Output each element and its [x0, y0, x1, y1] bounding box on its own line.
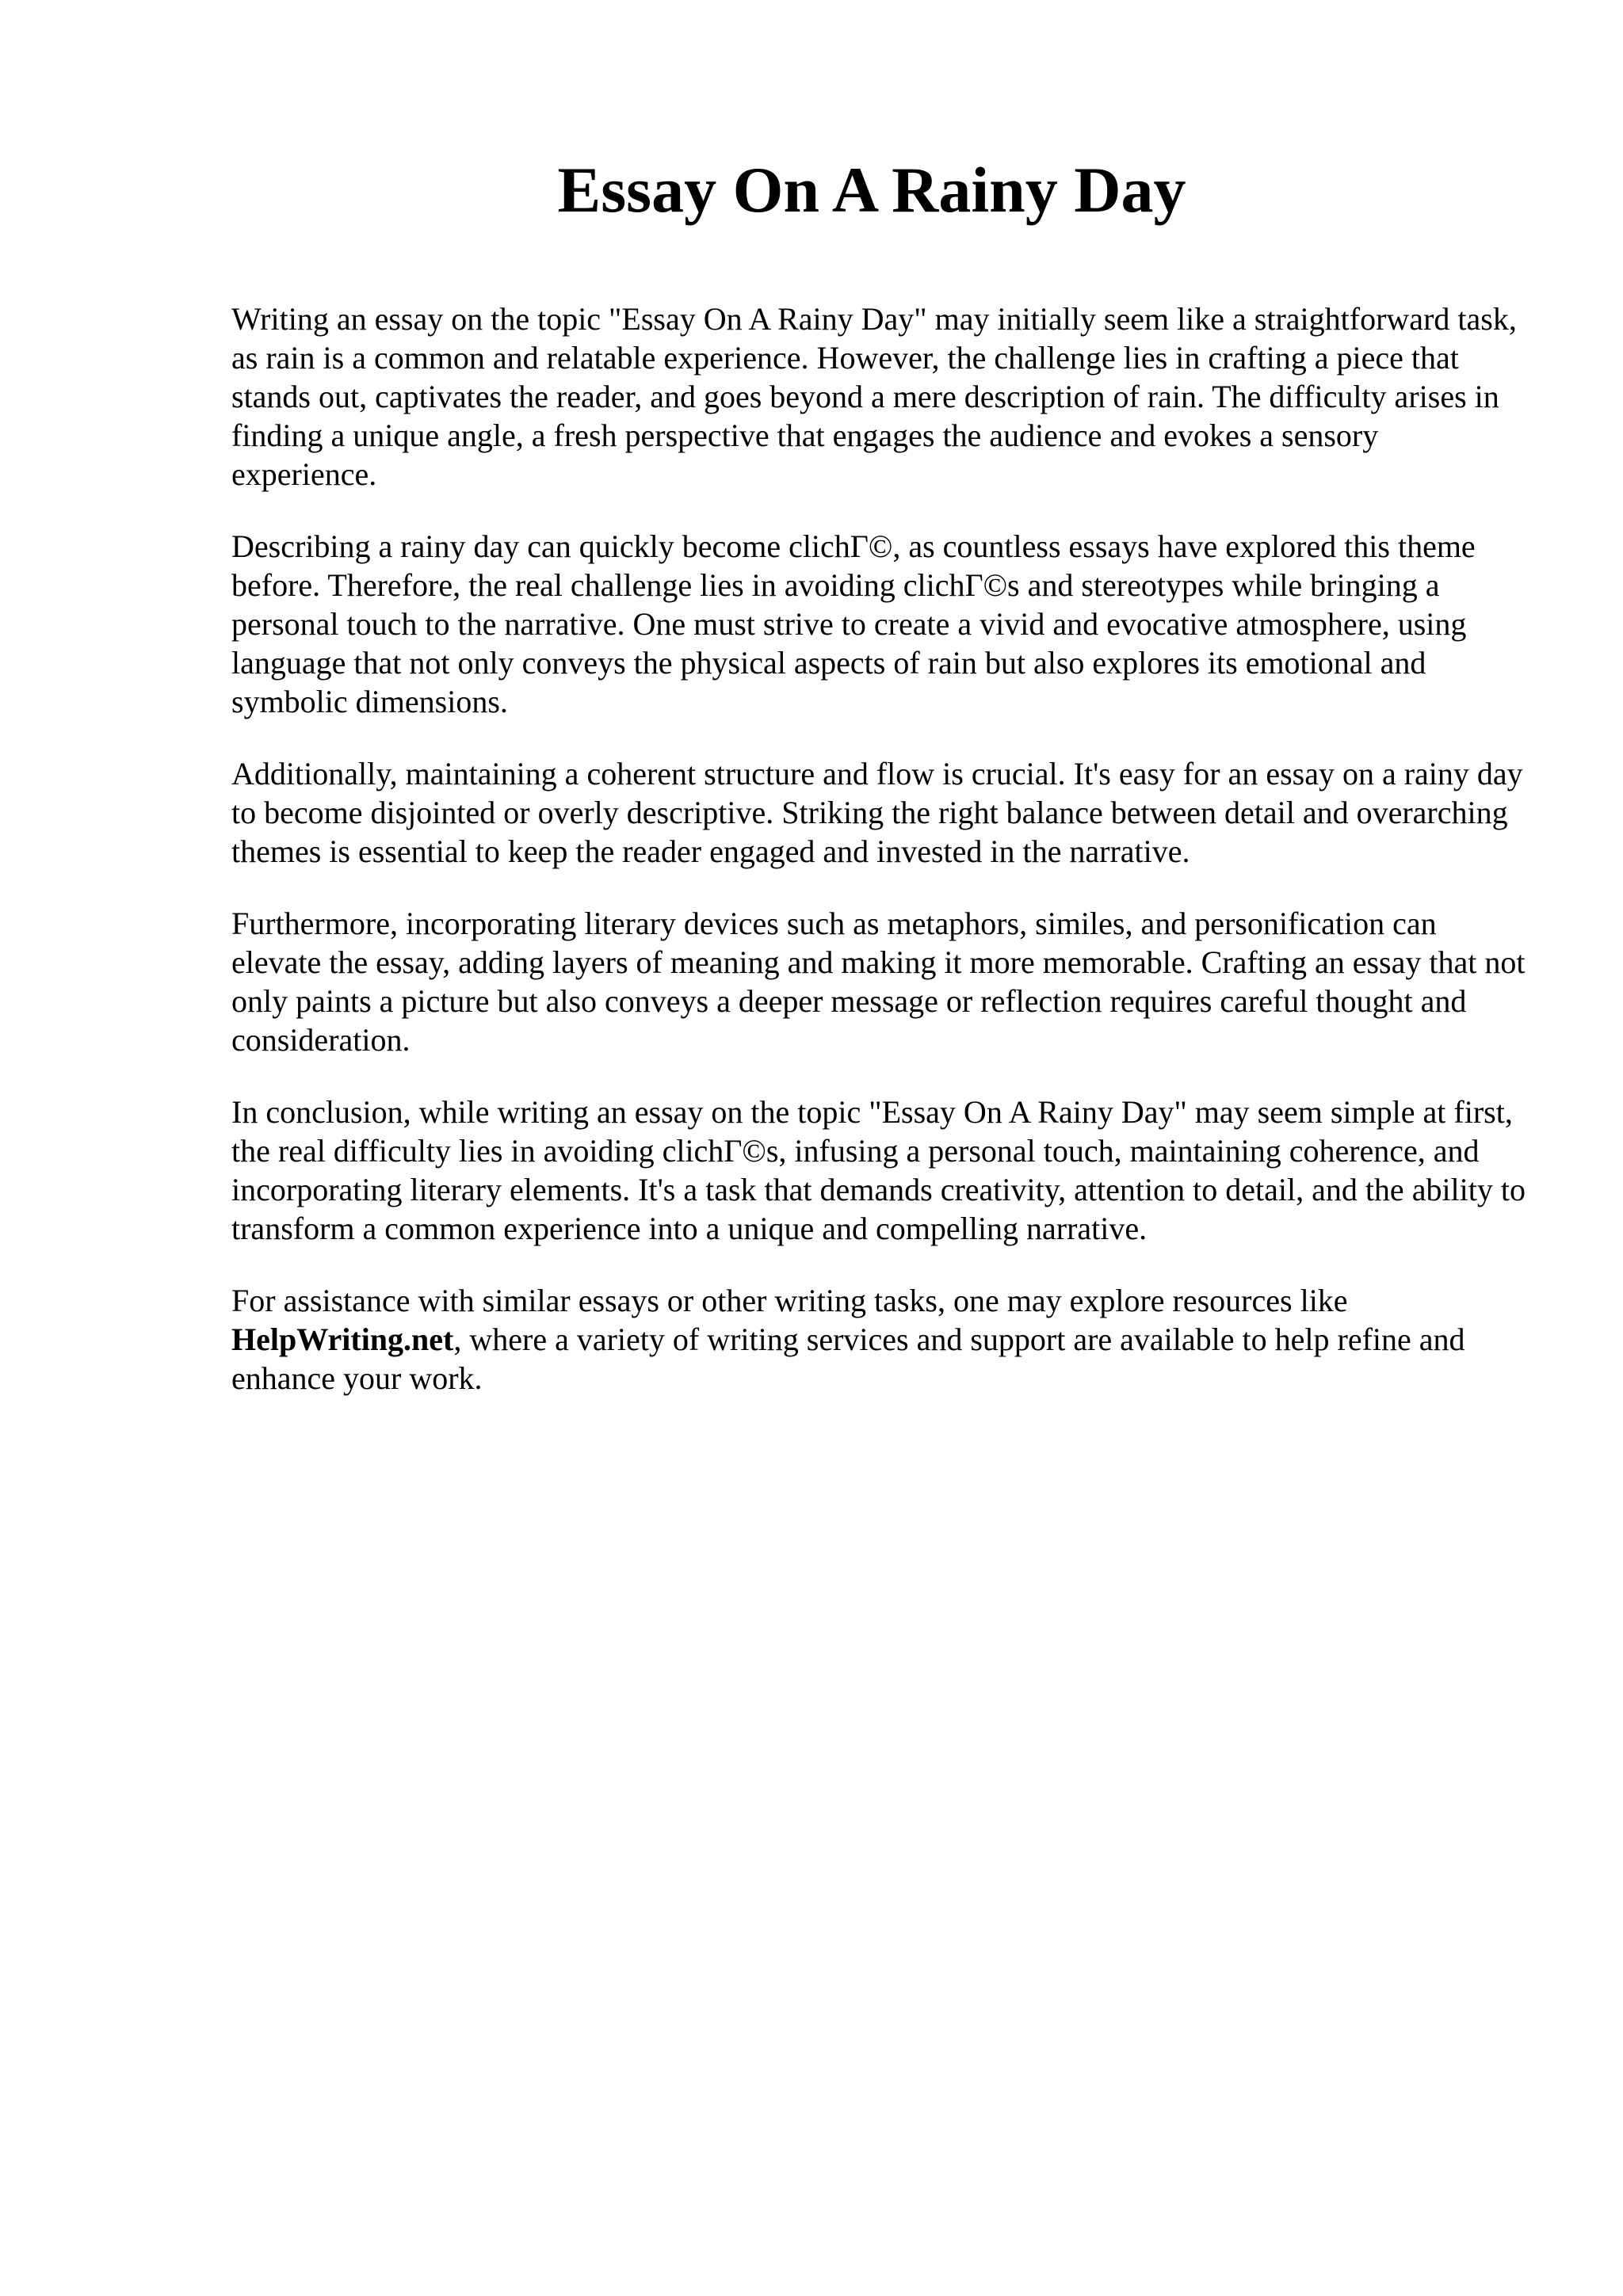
- title-container: [230, 151, 1514, 230]
- document-title: Essay On A Rainy Day: [557, 154, 1186, 226]
- brand-link[interactable]: HelpWriting.net: [231, 1322, 454, 1357]
- paragraph-2: Describing a rainy day can quickly become clichΓ©, as countless essays have explored this theme before. Therefore, the real challenge lies in avoiding clichΓ©s and stereotypes while bringing a personal touch to the narrative. One must strive to create a vivid and evocative atmosphere, using language that not only conveys the physical aspects of rain but also explores its emotional and symbolic dimensions.: [231, 528, 1476, 719]
- paragraph-1: Writing an essay on the topic "Essay On A Rainy Day" may initially seem like a straightforward task, as rain is a common and relatable experience. However, the challenge lies in crafting a piece that stands out, captivates the reader, and goes beyond a mere description of rain. The difficulty arises in finding a unique angle, a fresh perspective that engages the audience and evokes a sensory experience.: [231, 301, 1517, 492]
- closing-paragraph: [231, 1281, 1531, 1398]
- document-body: [231, 299, 1531, 1431]
- closing-text-after: , where a variety of writing services and support are available to help refine and enhance your work.: [231, 1322, 1465, 1396]
- paragraph-3: Additionally, maintaining a coherent structure and flow is crucial. It's easy for an essay on a rainy day to become disjointed or overly descriptive. Striking the right balance between detail and overarching themes is essential to keep the reader engaged and invested in the narrative.: [231, 756, 1523, 869]
- closing-text-before: For assistance with similar essays or other writing tasks, one may explore resources like: [231, 1283, 1348, 1318]
- paragraph-4: Furthermore, incorporating literary devices such as metaphors, similes, and personification can elevate the essay, adding layers of meaning and making it more memorable. Crafting an essay that not only paints a picture but also conveys a deeper message or reflection requires careful thought and consideration.: [231, 906, 1526, 1058]
- paragraph-5: In conclusion, while writing an essay on the topic "Essay On A Rainy Day" may seem simple at first, the real difficulty lies in avoiding clichΓ©s, infusing a personal touch, maintaining coherence, and incorporating literary elements. It's a task that demands creativity, attention to detail, and the ability to transform a common experience into a unique and compelling narrative.: [231, 1094, 1526, 1246]
